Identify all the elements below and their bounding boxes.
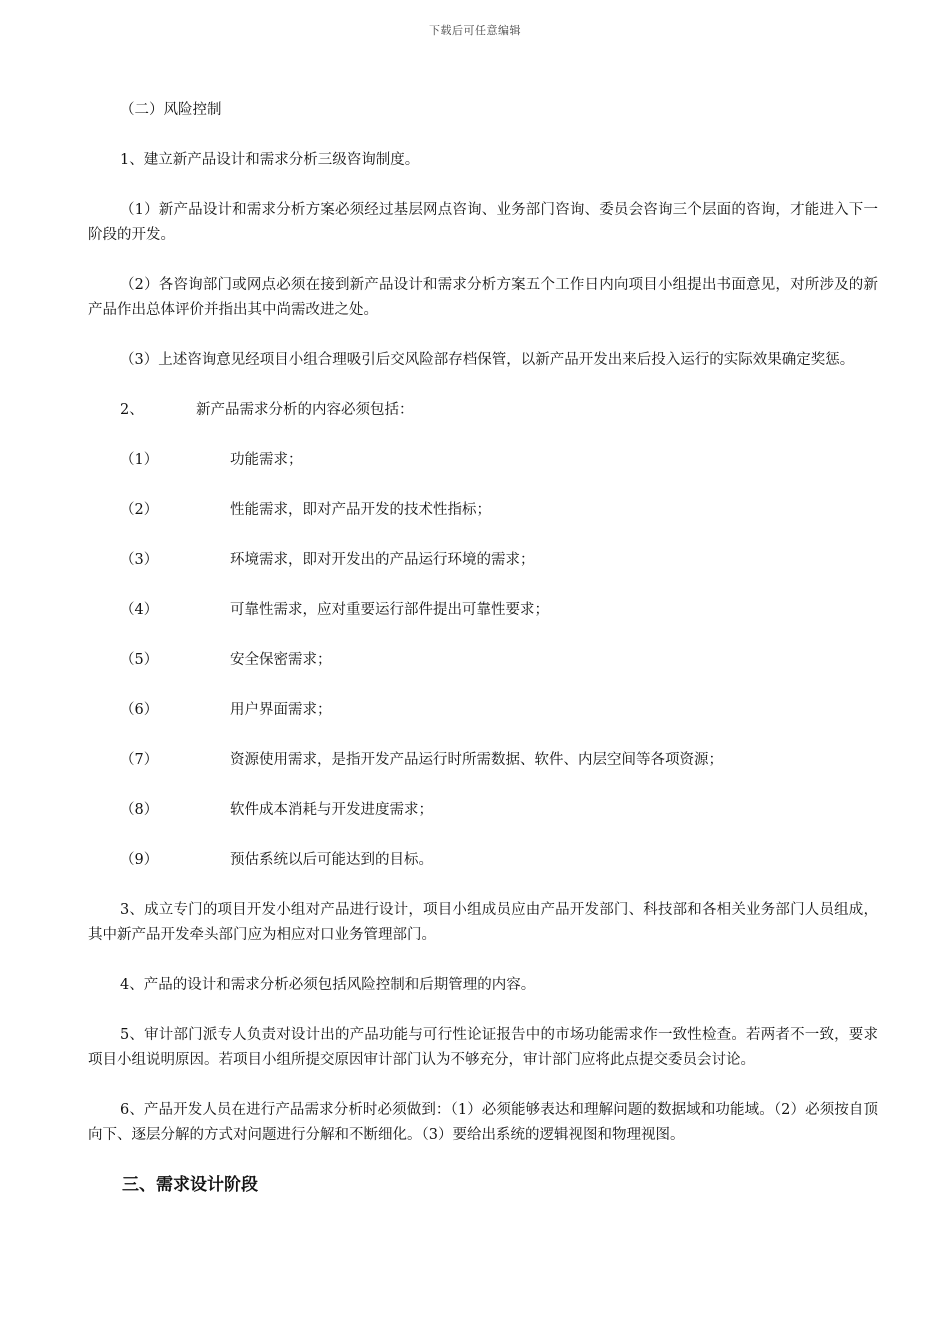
list-item [88,848,878,873]
item-2-text: 新产品需求分析的内容必须包括： [196,402,414,418]
list-item [88,798,878,823]
item-1-sub-3: （3）上述咨询意见经项目小组合理吸引后交风险部存档保管，以新产品开发出来后投入运行的实际效果确定奖惩。 [120,352,855,368]
list-item-text: 功能需求； [230,452,303,468]
item-2-heading [88,398,878,423]
list-item [88,748,878,773]
item-3-paragraph: 3、成立专门的项目开发小组对产品进行设计，项目小组成员应由产品开发部门、科技部和各相关业务部门人员组成，其中新产品开发牵头部门应为相应对口业务管理部门。 [88,902,878,943]
item-1-sub-2: （2）各咨询部门或网点必须在接到新产品设计和需求分析方案五个工作日内向项目小组提出书面意见，对所涉及的新产品作出总体评价并指出其中尚需改进之处。 [88,277,878,318]
list-item-number: （5） [120,652,159,668]
sub-heading: （二）风险控制 [120,102,222,118]
list-item-text: 安全保密需求； [230,652,332,668]
list-item [88,648,878,673]
list-item-number: （6） [120,702,159,718]
item-6-paragraph: 6、产品开发人员在进行产品需求分析时必须做到：（1）必须能够表达和理解问题的数据域和功能域。（2）必须按自顶向下、逐层分解的方式对问题进行分解和不断细化。（3）要给出系统的逻辑视图和物理视图。 [88,1102,878,1143]
list-item-number: （8） [120,802,159,818]
list-item-number: （2） [120,502,159,518]
document-body [88,98,878,1198]
list-item-text: 用户界面需求； [230,702,332,718]
list-item-number: （3） [120,552,159,568]
item-4-paragraph: 4、产品的设计和需求分析必须包括风险控制和后期管理的内容。 [120,977,536,993]
list-item [88,598,878,623]
list-item-text: 软件成本消耗与开发进度需求； [230,802,433,818]
list-item [88,698,878,723]
section-title: 三、需求设计阶段 [122,1175,258,1195]
item-2-number: 2、 [120,402,144,418]
list-item-number: （4） [120,602,159,618]
list-item-text: 性能需求，即对产品开发的技术性指标； [230,502,491,518]
item-5-paragraph: 5、审计部门派专人负责对设计出的产品功能与可行性论证报告中的市场功能需求作一致性检查。若两者不一致，要求项目小组说明原因。若项目小组所提交原因审计部门认为不够充分，审计部门应将此点提交委员会讨论。 [88,1027,878,1068]
list-item-number: （9） [120,852,159,868]
list-item [88,448,878,473]
list-item-text: 可靠性需求，应对重要运行部件提出可靠性要求； [230,602,549,618]
item-1-heading: 1、建立新产品设计和需求分析三级咨询制度。 [120,152,420,168]
list-item-number: （1） [120,452,159,468]
list-item-text: 环境需求，即对开发出的产品运行环境的需求； [230,552,535,568]
list-item [88,498,878,523]
list-item [88,548,878,573]
page-header: 下载后可任意编辑 [429,24,521,37]
list-item-number: （7） [120,752,159,768]
list-item-text: 预估系统以后可能达到的目标。 [230,852,433,868]
item-1-sub-1: （1）新产品设计和需求分析方案必须经过基层网点咨询、业务部门咨询、委员会咨询三个层面的咨询，才能进入下一阶段的开发。 [88,202,878,243]
list-item-text: 资源使用需求，是指开发产品运行时所需数据、软件、内层空间等各项资源； [230,752,723,768]
